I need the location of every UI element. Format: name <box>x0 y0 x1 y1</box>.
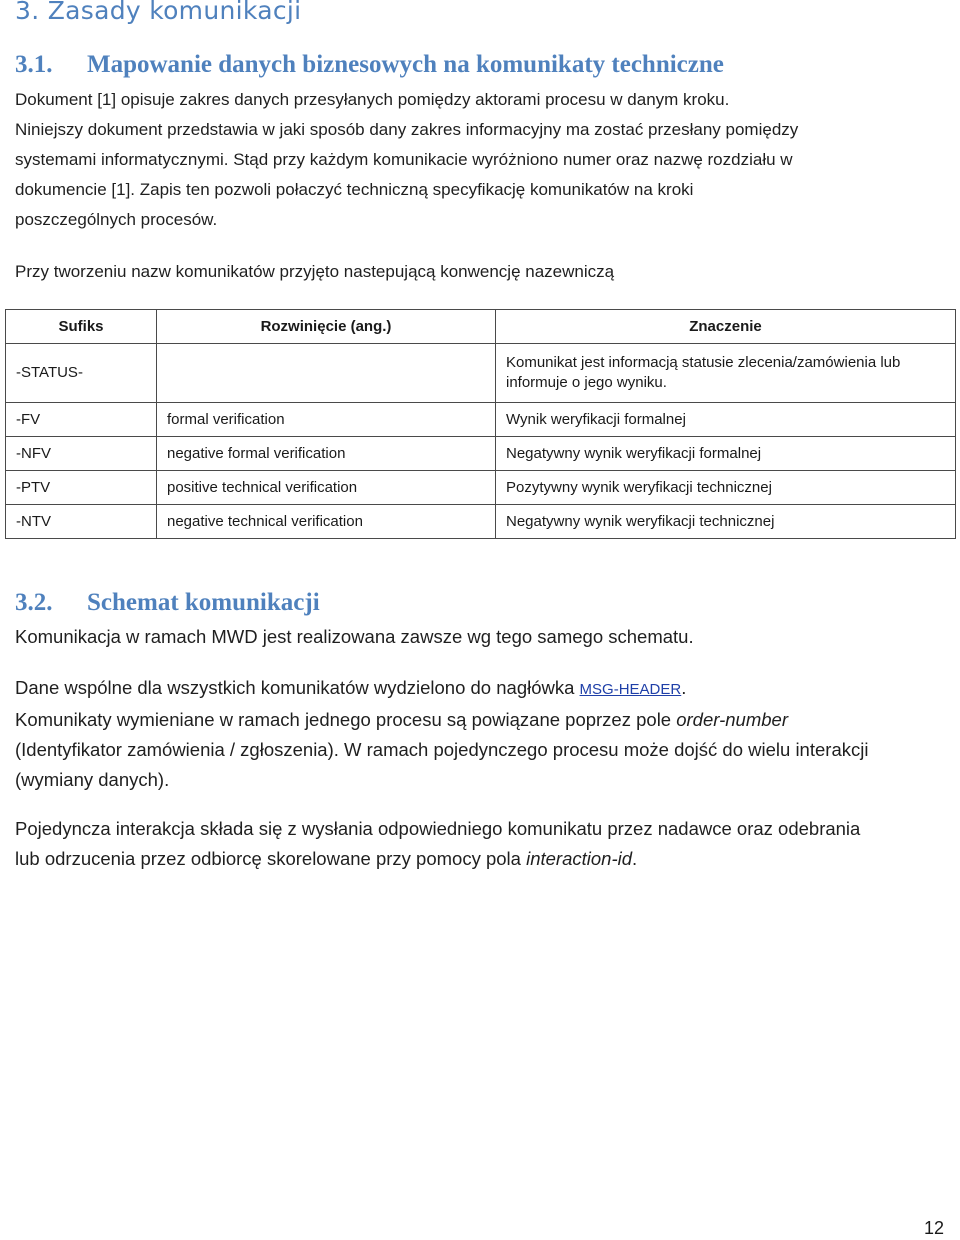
suffix-cell: -PTV <box>6 471 157 505</box>
message-header-paragraph <box>15 673 950 795</box>
text-line: Niniejszy dokument przedstawia w jaki sposób dany zakres informacyjny ma zostać przesłany pomiędzy <box>15 120 799 139</box>
section-3-1-number: 3.1. <box>15 51 53 78</box>
suffix-table <box>5 309 956 539</box>
text-fragment: . <box>632 848 638 869</box>
suffix-cell: -NTV <box>6 505 157 539</box>
meaning-cell: Wynik weryfikacji formalnej <box>496 403 956 437</box>
expansion-cell: negative formal verification <box>157 437 496 471</box>
text-fragment: Dane wspólne dla wszystkich komunikatów wydzielono do nagłówka <box>15 677 580 698</box>
text-fragment: lub odrzucenia przez odbiorcę skorelowane przy pomocy pola <box>15 848 527 869</box>
section-3-1-paragraph <box>15 85 950 235</box>
expansion-cell: positive technical verification <box>157 471 496 505</box>
section-3-2-heading <box>15 589 320 617</box>
text-line: systemami informatycznymi. Stąd przy każdym komunikacie wyróżniono numer oraz nazwę rozdziału w <box>15 150 793 169</box>
table-row <box>6 471 956 505</box>
suffix-cell: -STATUS- <box>6 344 157 403</box>
meaning-cell: Negatywny wynik weryfikacji technicznej <box>496 505 956 539</box>
section-3-2-number: 3.2. <box>15 589 53 616</box>
suffix-cell: -NFV <box>6 437 157 471</box>
section-3-2-title: Schemat komunikacji <box>87 589 320 616</box>
order-number-field: order-number <box>676 709 788 730</box>
meaning-cell: Pozytywny wynik weryfikacji technicznej <box>496 471 956 505</box>
text-fragment: Komunikaty wymieniane w ramach jednego procesu są powiązane poprzez pole <box>15 709 677 730</box>
meaning-cell: Negatywny wynik weryfikacji formalnej <box>496 437 956 471</box>
text-line: (Identyfikator zamówienia / zgłoszenia). W ramach pojedynczego procesu może dojść do wielu interakcji <box>15 739 869 760</box>
text-line: poszczególnych procesów. <box>15 210 218 229</box>
text-line: (wymiany danych). <box>15 769 170 790</box>
column-header-suffix: Sufiks <box>6 310 157 344</box>
column-header-meaning: Znaczenie <box>496 310 956 344</box>
table-row <box>6 344 956 403</box>
section-3-1-title: Mapowanie danych biznesowych na komunikaty techniczne <box>87 51 724 78</box>
text-fragment: . <box>681 677 687 698</box>
interaction-paragraph <box>15 814 950 874</box>
table-header-row <box>6 310 956 344</box>
section-3-heading: 3. Zasady komunikacji <box>15 0 302 25</box>
expansion-cell: formal verification <box>157 403 496 437</box>
suffix-cell: -FV <box>6 403 157 437</box>
table-row <box>6 505 956 539</box>
text-line <box>15 844 950 874</box>
expansion-cell <box>157 344 496 403</box>
section-3-2-intro: Komunikacja w ramach MWD jest realizowana zawsze wg tego samego schematu. <box>15 626 694 647</box>
page-number: 12 <box>923 1218 944 1238</box>
expansion-cell: negative technical verification <box>157 505 496 539</box>
meaning-cell: Komunikat jest informacją statusie zlecenia/zamówienia lub informuje o jego wyniku. <box>496 344 956 403</box>
table-row <box>6 403 956 437</box>
section-3-1-heading <box>15 51 724 79</box>
table-row <box>6 437 956 471</box>
column-header-expansion: Rozwinięcie (ang.) <box>157 310 496 344</box>
text-line: dokumencie [1]. Zapis ten pozwoli połaczyć techniczną specyfikację komunikatów na kroki <box>15 180 694 199</box>
naming-convention-intro: Przy tworzeniu nazw komunikatów przyjęto nastepującą konwencję nazewniczą <box>15 262 615 281</box>
text-line: Pojedyncza interakcja składa się z wysłania odpowiedniego komunikatu przez nadawce oraz odebrania <box>15 818 861 839</box>
msg-header-link[interactable]: MSG-HEADER <box>579 681 682 698</box>
text-line <box>15 705 950 735</box>
interaction-id-field: interaction-id <box>526 848 633 869</box>
text-line <box>15 673 950 705</box>
text-line: Dokument [1] opisuje zakres danych przesyłanych pomiędzy aktorami procesu w danym kroku. <box>15 90 730 109</box>
